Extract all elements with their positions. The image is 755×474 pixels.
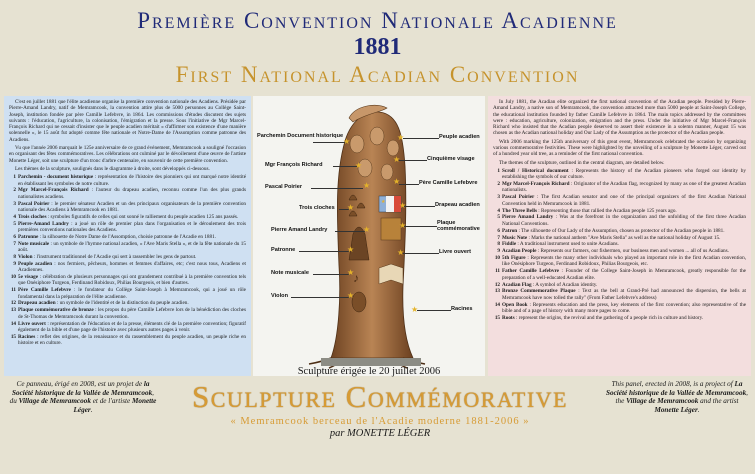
theme-title: Pascal Poirier (18, 200, 50, 207)
english-intro-3: The themes of the sculpture, outlined in the central diagram, are detailed below. (499, 159, 665, 166)
leader-line (311, 188, 363, 189)
french-theme-list (9, 174, 246, 346)
theme-title: Pascal Poirier (502, 194, 535, 201)
theme-title: Racines (18, 333, 36, 340)
theme-title: Fiddle (502, 241, 517, 248)
english-theme-item (493, 288, 746, 301)
theme-number: 10 (10, 274, 16, 281)
french-theme-item (9, 187, 246, 200)
english-theme-item (493, 208, 746, 214)
english-theme-item (493, 241, 746, 247)
english-theme-item (493, 268, 746, 281)
theme-text: : A traditional instrument used to unite Acadians. (516, 241, 619, 248)
credit-text: , the (615, 388, 748, 406)
theme-text: : Text as the bell at Grand-Pré had announced the dispersion, the bells at Memramcook have now tolled the rally" (From Father Lefebvre's address) (502, 288, 746, 301)
panel-header (0, 0, 755, 92)
theme-text: : la silhouette de Notre Dame de l'Assomption, choisie patronne de l'Acadie en 1881. (38, 233, 216, 240)
leader-line (335, 231, 365, 232)
face-2 (370, 127, 384, 145)
english-intro-1: In July 1881, the Acadian elite organized the first national convention of the Acadian people. Presided by Pierre-Amand Landry, a native son of Memramcook, the convention attracted more than 5000 people at Saint-Joseph College, the educational institution founded by father Camille Lefebvre in 1864. The main topics addressed by the committees were : education, agriculture, colonization, emigration and the press. Under the initiative of Mgr Marcel-François Richard who insisted that the Acadian people deserved to assert their existence in a solemn manner, August 15 was chosen as the Acadian national holiday and Our Lady of the Assumption as the protector of the Acadian people. (493, 99, 746, 137)
leader-line (399, 184, 419, 185)
label-lefebvre: Père Camille Lefebvre (419, 180, 478, 186)
leader-line (313, 142, 347, 143)
french-theme-item (9, 221, 246, 234)
leader-line (299, 251, 349, 252)
theme-text: : Represents the many other individuals who played an important role in the first Acadian convention, like Onésiphore Turgeon, Ferdinand Robidoux, Philias Bourgeois, etc. (502, 255, 746, 268)
theme-text: : un symbole de l'identité et de la distinction du peuple acadien. (55, 300, 189, 307)
leader-line (403, 138, 439, 139)
credit-text: , du (9, 388, 154, 406)
theme-title: Trois cloches (18, 213, 47, 220)
theme-number: 3 (497, 194, 500, 201)
sculpture-byline: par MONETTE LÉGER (329, 428, 431, 439)
label-cloches: Trois cloches (299, 205, 335, 211)
french-theme-item (9, 214, 246, 220)
star-icon: ★ (343, 137, 351, 146)
face-3 (387, 140, 399, 156)
english-theme-item (493, 214, 746, 227)
star-icon: ★ (393, 155, 401, 164)
theme-title: Drapeau acadien (18, 300, 56, 307)
french-intro-2: Vu que l'année 2006 marquait le 125e anniversaire de ce grand événement, Memramcook a souligné l'occasion en organisant des fêtes commémoratives. Les célébrations ont culminé par le dévoilement d'une œuvre de l'artiste Monette Léger, soit une sculpture d'un tronc d'arbre centenaire, en souvenir de cette première convention. (9, 145, 246, 164)
french-intro-1: C'est en juillet 1881 que l'élite acadienne organise la première convention nationale des Acadiens. Présidée par Pierre-Amand Landry, natif de Memramcook, la convention attire plus de 5000 personnes au Collège Saint-Joseph, institution fondée par père Camille Lefebvre, in 1864. Les commissions d'études discutent des sujets suivants : l'éducation, l'agriculture, la colonisation, l'émigration et la presse. Sous l'initiative de Mgr Marcel-François Richard qui ne cessait d'insister que le peuple acadien méritait « d'affirmer son existence d'une manière solennelle », le 15 août fut adopté comme fête nationale et Notre-Dame de l'Assomption comme patronne des Acadiens. (9, 99, 246, 143)
english-theme-item (493, 302, 746, 315)
label-poirier: Pascal Poirier (265, 184, 303, 190)
star-icon: ★ (393, 177, 401, 186)
leader-line (313, 274, 349, 275)
french-theme-item (9, 300, 246, 306)
theme-title: Father Camille Lefebvre (502, 268, 559, 275)
french-theme-item (9, 287, 246, 300)
theme-title: Note musicale (18, 240, 50, 247)
theme-number: 14 (494, 301, 500, 308)
leader-line (417, 310, 451, 311)
star-icon: ★ (347, 291, 355, 300)
english-theme-list (493, 168, 746, 321)
base (321, 358, 421, 366)
theme-number: 9 (497, 248, 500, 255)
theme-text: : Founder of the College Saint-Joseph in Memramcook, greatly responsible for the preparation of a well-educated Acadian elite. (502, 268, 746, 281)
leader-line (403, 206, 435, 207)
theme-number: 6 (497, 227, 500, 234)
theme-number: 5 (497, 214, 500, 221)
leader-line (333, 166, 357, 167)
theme-text: : represent the origins, the revival and the gathering of a people rich in culture and history. (514, 314, 704, 321)
theme-text: : A symbol of Acadian identity. (531, 281, 598, 288)
footer-credit-english (604, 380, 750, 414)
credit-artist: Monette Léger (654, 405, 698, 414)
theme-title: Mgr Marcel-François Richard (18, 187, 89, 194)
theme-number: 8 (497, 241, 500, 248)
french-theme-item (9, 174, 246, 187)
theme-number: 11 (11, 287, 16, 294)
face-1 (350, 135, 364, 153)
theme-text: : The silhouette of Our Lady of the Assumption, chosen as protector of the Acadian people in 1881. (517, 227, 725, 234)
theme-number: 14 (10, 320, 16, 327)
french-theme-item (9, 234, 246, 240)
music-note-shape: ♪ (353, 271, 359, 285)
svg-text:★: ★ (381, 200, 386, 205)
credit-text: . (697, 405, 700, 414)
theme-number: 7 (497, 234, 500, 241)
french-theme-item (9, 201, 246, 214)
theme-text: : Marks the national anthem "Ave Maris Stella" as well as the national holiday of August 15. (527, 234, 721, 241)
credit-artist: Monette Léger (73, 397, 157, 414)
theme-number: 1 (497, 167, 500, 174)
theme-title: Pierre Amand Landry (502, 214, 554, 221)
label-livre: Livre ouvert (439, 249, 472, 255)
theme-number: 2 (497, 181, 500, 188)
star-icon: ★ (399, 201, 407, 210)
theme-text: : Represents education and the press, key elements of the first convention; also representative of the bible and of a page of history with many more pages to come. (502, 301, 746, 314)
leader-line (291, 297, 349, 298)
theme-number: 11 (495, 268, 500, 275)
theme-text: : Originator of the Acadian flag, recognized by many as one of the greatest Acadian nationalists. (502, 181, 746, 194)
label-note: Note musicale (271, 270, 309, 276)
sculpture-caption: Sculpture érigée le 20 juillet 2006 (297, 366, 441, 377)
theme-title: Violon (18, 253, 33, 260)
theme-number: 5 (13, 220, 16, 227)
english-text-panel (488, 96, 751, 376)
credit-village: Village de Memramcook (18, 397, 91, 406)
theme-text: : symboles figuratifs de celles qui ont sonné le ralliement du peuple acadien 125 ans passés. (46, 213, 239, 220)
theme-text: : représentation de l'éducation et de la presse, éléments clé de la première convention; figuratif également de la bible et d'une page de l'histoire avec plusieurs autres pages à venir. (18, 320, 246, 333)
english-theme-item (493, 315, 746, 321)
label-landry: Pierre Amand Landry (271, 227, 328, 233)
star-icon: ★ (411, 305, 419, 314)
theme-title: Livre ouvert (18, 320, 46, 327)
french-theme-item (9, 274, 246, 287)
star-icon: ★ (347, 268, 355, 277)
star-icon: ★ (397, 248, 405, 257)
theme-number: 8 (13, 253, 16, 260)
theme-title: Music Note (502, 234, 528, 241)
star-icon: ★ (363, 225, 371, 234)
face-5 (381, 164, 393, 180)
sculpture-diagram (253, 96, 485, 376)
french-theme-item (9, 321, 246, 334)
theme-text: : l'auteur du drapeau acadien, reconnu comme l'un des plus grands nationalistes acadiens. (18, 187, 246, 200)
bronze-plaque (381, 218, 401, 240)
star-icon: ★ (363, 181, 371, 190)
theme-text: : Was at the forefront in the organization and the unfolding of the first three Acadian National Conventions. (502, 214, 747, 227)
label-patronne: Patronne (271, 247, 296, 253)
theme-number: 15 (494, 314, 500, 321)
credit-text: This panel, erected in 2008, is a project of (611, 380, 735, 388)
theme-title: Bronze Commemorative Plaque (502, 288, 576, 295)
theme-title: Patron (502, 227, 518, 234)
english-theme-item (493, 181, 746, 194)
theme-number: 4 (13, 213, 16, 220)
french-text-panel (4, 96, 251, 376)
theme-text: : reflet des origines, de la renaissance et du rassemblement du peuple acadien, un peuple riche en histoire et en culture. (18, 333, 246, 346)
leader-line (399, 160, 427, 161)
french-theme-item (9, 307, 246, 320)
title-year: 1881 (353, 34, 402, 60)
credit-text: and the artist (698, 397, 739, 406)
star-icon: ★ (347, 203, 355, 212)
credit-text: Ce panneau, érigé en 2008, est un projet de (16, 380, 144, 388)
english-intro-2: With 2006 marking the 125th anniversary of this great event, Memramcook celebrated the occasion by organizing various commemorative festivities. These were highlighted by the unveiling of a sculpture by Monette Léger, carved out of a hundred year old tree, as a reminder of the first national convention. (493, 138, 746, 158)
theme-number: 2 (13, 187, 16, 194)
theme-number: 7 (13, 240, 16, 247)
theme-text: : nos fermiers, pêcheurs, hommes et femmes d'affaires, etc; c'est nous tous, Acadiens et Acadiennes. (18, 260, 246, 274)
english-theme-item (493, 194, 746, 207)
theme-title: Père Camille Lefebvre (18, 287, 71, 294)
theme-title: Acadian People (502, 248, 537, 255)
leader-line (403, 226, 437, 227)
star-icon: ★ (355, 161, 363, 170)
theme-number: 3 (13, 200, 16, 207)
star-icon: ★ (399, 221, 407, 230)
star-icon: ★ (397, 133, 405, 142)
theme-text: : le premier sénateur Acadien et un des principaux organisateurs de la première convention nationale des Acadiens à Memramcook en 1881. (18, 200, 247, 213)
label-racines: Racines (451, 306, 473, 312)
theme-title: Acadian Flag (502, 281, 532, 288)
theme-title: 5e visage (18, 274, 39, 281)
theme-title: 5th Figure (502, 255, 526, 262)
footer-credit-french (8, 380, 158, 414)
sculpture-title: Sculpture Commémorative (192, 379, 568, 414)
leader-line (403, 253, 439, 254)
footer-title-block (160, 380, 600, 439)
theme-title: Patronne (18, 233, 39, 240)
theme-number: 13 (10, 307, 16, 314)
theme-title: The Three Bells (502, 207, 537, 214)
theme-number: 10 (494, 255, 500, 262)
theme-text: : un symbole de l'hymne national acadien, « l'Ave Maris Stella », et de la fête nationale du 15 août. (18, 240, 246, 254)
theme-number: 13 (494, 288, 500, 295)
theme-title: Peuple acadien (18, 260, 53, 267)
label-violon: Violon (271, 293, 288, 299)
theme-number: 9 (13, 260, 16, 267)
theme-title: Scroll / Historical document (502, 167, 569, 174)
theme-number: 15 (10, 333, 16, 340)
french-intro-3: Les thèmes de la sculpture, soulignés dans le diagramme à droite, sont développés ci-dessous. (15, 165, 210, 172)
theme-number: 6 (13, 233, 16, 240)
credit-organization: la Société historique de la Vallée de Memramcook (12, 380, 153, 397)
theme-text: : Represents our farmers, our fishermen, our business men and women ... all of us Acadians. (536, 248, 729, 255)
theme-text: : Represents the history of the Acadian pioneers who forged our identity by establishing the symbols of our culture. (502, 167, 746, 181)
french-theme-item (9, 241, 246, 254)
theme-number: 12 (494, 281, 500, 288)
label-richard: Mgr François Richard (265, 162, 323, 168)
theme-text: : Representing those that rallied the Acadian people 125 years ago. (536, 207, 677, 214)
theme-number: 1 (13, 174, 16, 181)
theme-text: : représentation de l'histoire des pionniers qui ont marqué notre identité en établissant les symboles de notre culture. (18, 174, 246, 187)
english-theme-item (493, 168, 746, 181)
french-theme-item (9, 254, 246, 260)
credit-village: Village de Memramcook (626, 397, 699, 406)
theme-number: 4 (497, 207, 500, 214)
english-theme-item (493, 282, 746, 288)
theme-text: : a joué un rôle de premier plan dans l'organisation et le déroulement des trois premières conventions nationales des Acadiens. (18, 220, 246, 234)
theme-text: : l'instrument traditionnel de l'Acadie qui sert à rassembler les gens de partout. (32, 253, 197, 260)
credit-text: et de l'artiste (90, 397, 132, 406)
label-plaque: Plaque commémorative (437, 220, 480, 233)
theme-text: : les propos du père Camille Lefebvre lors de la bénédiction des cloches de St-Thomas de Memramcook durant la convention. (18, 307, 247, 320)
english-theme-item (493, 248, 746, 254)
label-cinquieme: Cinquième visage (427, 156, 475, 162)
theme-text: : célébration de plusieurs personnages qui ont grandement contribué à la première convention tels que Onésiphore Turgeon, Ferdinand Robidoux, Philias Bourgeois, et bien d'autres. (18, 274, 246, 287)
credit-organization: La Société historique de la Vallée de Memramcook (606, 380, 747, 397)
theme-text: : The first Acadian senator and one of the principal organizers of the first Acadian National Convention held in Memramcook in 1881. (502, 194, 747, 207)
theme-title: Parchemin - document historique (18, 174, 94, 181)
title-english: First National Acadian Convention (175, 62, 580, 87)
sculpture-subtitle: « Memramcook berceau de l'Acadie moderne 1881-2006 » (230, 416, 530, 427)
theme-title: Mgr Marcel-François Richard (502, 181, 570, 188)
star-icon: ★ (347, 245, 355, 254)
french-theme-item (9, 261, 246, 274)
theme-title: Pierre-Amand Landry (18, 220, 69, 227)
title-french: Première Convention Nationale Acadienne (137, 8, 618, 33)
credit-text: . (90, 405, 93, 414)
english-theme-item (493, 228, 746, 234)
label-drapeau: Drapeau acadien (435, 202, 480, 208)
label-peuple: Peuple acadien (439, 134, 480, 140)
french-theme-item (9, 334, 246, 347)
theme-title: Roots (502, 314, 515, 321)
theme-title: Plaque commémorative de bronze (18, 307, 94, 314)
theme-text: : le fondateur du Collège Saint-Joseph à Memramcook, qui a joué un rôle fondamental dans la préparation de l'élite acadienne. (18, 287, 246, 300)
label-parchemin: Parchemin Document historique (257, 133, 344, 139)
english-theme-item (493, 235, 746, 241)
theme-title: Open Book (502, 301, 528, 308)
theme-number: 12 (10, 300, 16, 307)
english-theme-item (493, 255, 746, 268)
